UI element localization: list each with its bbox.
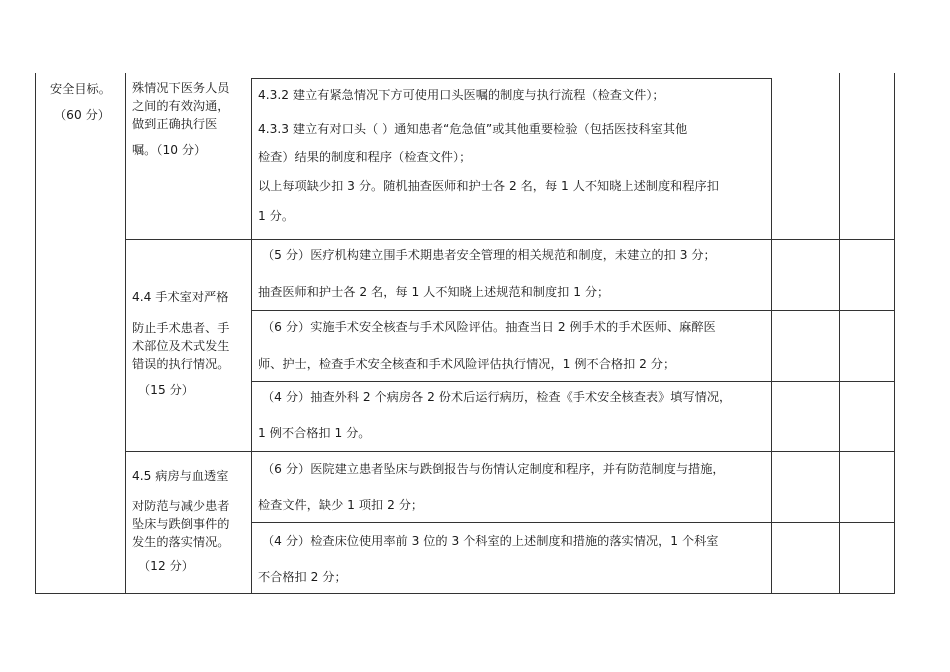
item-text: 1 分。 <box>258 209 295 223</box>
item-text: 师、护士，检查手术安全核查和手术风险评估执行情况，1 例不合格扣 2 分； <box>258 357 676 371</box>
item-text: （4 分）抽查外科 2 个病房各 2 份术后运行病历，检查《手术安全核查表》填写情况， <box>262 390 732 404</box>
criterion-4-3-line: 殊情况下医务人员 <box>132 81 230 95</box>
table-border-right <box>894 73 895 594</box>
criterion-4-4-line: 术部位及术式发生 <box>132 339 230 353</box>
criterion-4-3-line: 做到正确执行医 <box>132 117 218 131</box>
item-text: （6 分）医院建立患者坠床与跌倒报告与伤情认定制度和程序，并有防范制度与措施， <box>262 462 725 476</box>
item-text: 1 例不合格扣 1 分。 <box>258 426 371 440</box>
criterion-4-5-line: 对防范与减少患者 <box>132 499 230 513</box>
criterion-4-4-line: 4.4 手术室对严格 <box>132 290 229 304</box>
criterion-4-4-line: 防止手术患者、手 <box>132 321 230 335</box>
criterion-4-4-line: 错误的执行情况。 <box>132 357 230 371</box>
item-text: 以上每项缺少扣 3 分。随机抽查医师和护士各 2 名，每 1 人不知晓上述制度和程序扣 <box>258 179 719 193</box>
item-text: 抽查医师和护士各 2 名，每 1 人不知晓上述规范和制度扣 1 分； <box>258 285 610 299</box>
criterion-4-3-line: 之间的有效沟通， <box>132 99 230 113</box>
item-text: （6 分）实施手术安全核查与手术风险评估。抽查当日 2 例手术的手术医师、麻醉医 <box>262 320 716 334</box>
item-text: 不合格扣 2 分； <box>258 570 347 584</box>
safety-goal-cell <box>36 73 126 593</box>
column-divider <box>771 78 772 594</box>
item-text: 4.3.2 建立有紧急情况下方可使用口头医嘱的制度与执行流程（检查文件）； <box>258 88 665 102</box>
column-divider <box>839 73 840 594</box>
item-text: （5 分）医疗机构建立围手术期患者安全管理的相关规范和制度，未建立的扣 3 分； <box>262 248 716 262</box>
criterion-4-5-line: 坠床与跌倒事件的 <box>132 517 230 531</box>
criterion-4-4-line: （15 分） <box>138 383 194 397</box>
criterion-4-3-line: 嘱。（10 分） <box>132 143 207 157</box>
row-divider <box>251 310 895 311</box>
row-divider <box>251 522 895 523</box>
criterion-4-5-line: 发生的落实情况。 <box>132 535 230 549</box>
item-text: 检查）结果的制度和程序（检查文件）； <box>258 150 472 164</box>
safety-goal-score: （60 分） <box>54 108 110 122</box>
criterion-4-5-line: （12 分） <box>138 559 194 573</box>
column-divider <box>251 78 252 594</box>
row-divider <box>251 381 895 382</box>
row-divider <box>125 239 895 240</box>
row-divider <box>251 78 772 79</box>
criterion-4-5-line: 4.5 病房与血透室 <box>132 469 229 483</box>
criteria-column <box>126 73 252 593</box>
item-text: 4.3.3 建立有对口头（ ）通知患者“危急值”或其他重要检验（包括医技科室其他 <box>258 122 688 136</box>
safety-goal-label: 安全目标。 <box>50 82 111 96</box>
item-text: 检查文件，缺少 1 项扣 2 分； <box>258 498 424 512</box>
table-border-bottom <box>35 593 895 594</box>
column-divider <box>125 73 126 594</box>
row-divider <box>125 451 895 452</box>
table-border-left <box>35 73 36 594</box>
item-text: （4 分）检查床位使用率前 3 位的 3 个科室的上述制度和措施的落实情况，1 个科室 <box>262 534 719 548</box>
